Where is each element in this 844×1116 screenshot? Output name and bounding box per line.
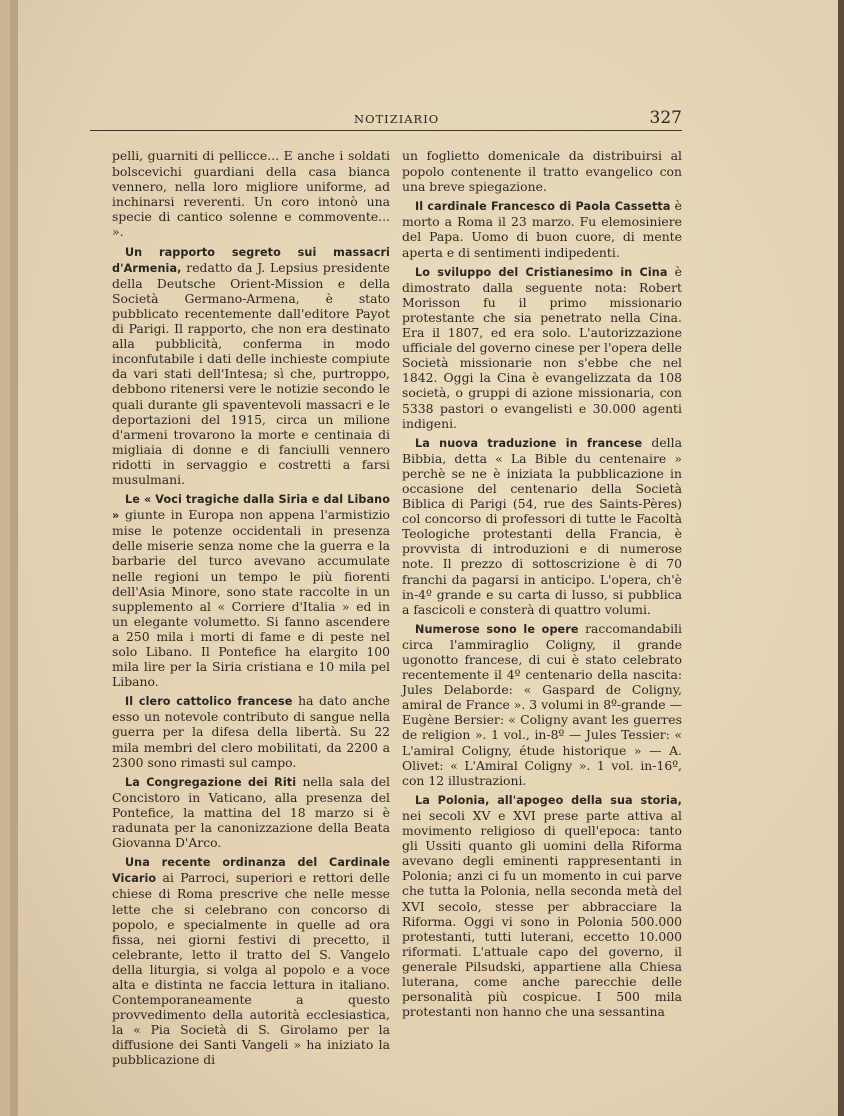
paragraph-text: un foglietto domenicale da distribuirsi al popolo contenente il tratto evangelico con una breve spiegazione. [402, 148, 682, 195]
paragraph [112, 148, 390, 240]
page-header [90, 108, 682, 132]
previous-page-edge [0, 0, 18, 1116]
paragraph-text: della Bibbia, detta « La Bible du centenaire » perchè se ne è iniziata la pubblicazione in occasione del centenario della Società Biblica di Parigi (54, rue des Saints-Pères) col concorso di professori di tutte le Facoltà Teologiche protestanti della Francia, è provvista di introduzioni e di numerose note. Il prezzo di sottoscrizione è di 70 franchi da pagarsi in anticipo. L'opera, ch'è in-4º grande e su carta di lusso, si pubblica a fascicoli e consterà di quattro volumi. [402, 434, 682, 617]
paragraph-text: giunte in Europa non appena l'armistizio mise le potenze occidentali in presenza delle miserie senza nome che la guerra e la barbarie del turco avevano accumulate nelle regioni un tempo le più fiorenti dell'Asia Minore, sono state raccolte in un supplemento al « Corriere d'Italia » ed in un elegante volumetto. Si fanno ascendere a 250 mila i morti di fame e di peste nel solo Libano. Il Pontefice ha elargito 100 mila lire per la Siria cristiana e 10 mila pel Libano. [112, 507, 390, 690]
left-column [112, 148, 390, 1072]
paragraph-lead: La Congregazione dei Riti [125, 775, 297, 789]
running-title: NOTIZIARIO [354, 112, 440, 126]
right-column [402, 148, 682, 1023]
paragraph-text: redatto da J. Lepsius presidente della Deutsche Orient-Mission e della Società Germano-Armena, è stato pubblicato recentemente dall'editore Payot di Parigi. Il rapporto, che non era destinato alla pubblicità, conferma in modo inconfutabile i dati delle inchieste compiute da vari stati dell'Intesa; sì che, purtroppo, debbono ritenersi vere le notizie secondo le quali durante gli spaventevoli massacri e le deportazioni del 1915, circa un milione d'armeni trovarono la morte e centinaia di migliaia di donne e di fanciulli vennero ridotti in servaggio e costretti a farsi musulmani. [112, 259, 390, 487]
paragraph-text: pelli, guarniti di pellicce... E anche i soldati bolscevichi guardiani della casa bianca vennero, nella loro migliore uniforme, ad inchinarsi reverenti. Un coro intonò una specie di cantico solenne e commovente... ». [112, 148, 390, 240]
paragraph-lead: La nuova traduzione in francese [415, 436, 643, 450]
paragraph [402, 792, 682, 1019]
paragraph-text: è dimostrato dalla seguente nota: Robert Morisson fu il primo missionario protestante che sia penetrato nella Cina. Era il 1807, ed era solo. L'autorizzazione ufficiale del governo cinese per l'opera delle Società missionarie non s'ebbe che nel 1842. Oggi la Cina è evangelizzata da 108 società, o gruppi di azione missionaria, con 5338 pastori o evangelisti e 30.000 agenti indigeni. [402, 263, 682, 431]
paragraph-lead: Una recente ordinanza del Cardinale Vicario [112, 856, 390, 886]
paragraph [112, 854, 390, 1067]
paragraph [112, 693, 390, 769]
paragraph-lead: Il clero cattolico francese [125, 695, 293, 709]
paragraph [402, 198, 682, 259]
page-number: 327 [649, 108, 682, 128]
paragraph-text: nei secoli XV e XVI prese parte attiva al movimento religioso di quell'epoca: tanto gli Ussiti quanto gli uomini della Riforma avevano degli eminenti rappresentanti in Polonia; anzi ci fu un momento in cui parve che tutta la Polonia, nella seconda metà del XVI secolo, stesse per abbracciare la Riforma. Oggi vi sono in Polonia 500.000 protestanti, tutti luterani, eccetto 10.000 riformati. L'attuale capo del governo, il generale Pilsudski, appartiene alla Chiesa luterana, come anche parecchie delle personalità più cospicue. I 500 mila protestanti non hanno che una sessantina [402, 807, 682, 1020]
header-rule [90, 130, 682, 131]
paragraph-text: è morto a Roma il 23 marzo. Fu elemosiniere del Papa. Uomo di buon cuore, di mente aperta e di sentimenti indipedenti. [402, 198, 682, 260]
paragraph-lead: Il cardinale Francesco di Paola Cassetta [415, 200, 671, 214]
paragraph [402, 264, 682, 431]
paragraph-lead: Le « Voci tragiche dalla Siria e dal Libano » [112, 493, 390, 523]
paragraph [112, 774, 390, 850]
paragraph [112, 244, 390, 488]
paragraph-text: ha dato anche esso un notevole contributo di sangue nella guerra per la difesa della libertà. Su 22 mila membri del clero mobilitati, da 2200 a 2300 sono rimasti sul campo. [112, 693, 390, 770]
paragraph [402, 621, 682, 788]
paragraph-lead: Un rapporto segreto sui massacri d'Armenia, [112, 245, 390, 275]
paragraph-lead: La Polonia, all'apogeo della sua storia, [415, 793, 682, 807]
paragraph [402, 435, 682, 617]
paragraph-text: raccomandabili circa l'ammiraglio Coligny, il grande ugonotto francese, di cui è stato celebrato recentemente il 4º centenario della nascita: Jules Delaborde: « Gaspard de Coligny, amiral de France ». 3 volumi in 8º-grande — Eugène Bersier: « Coligny avant les guerres de religion ». 1 vol., in-8º — Jules Tessier: « L'amiral Coligny, étude historique » — A. Olivet: « L'Amiral Coligny ». 1 vol. in-16º, con 12 illustrazioni. [402, 620, 682, 788]
paragraph-lead: Numerose sono le opere [415, 622, 579, 636]
paragraph-text: nella sala del Concistoro in Vaticano, alla presenza del Pontefice, la mattina del 18 marzo si è radunata per la canonizzazione della Beata Giovanna D'Arco. [112, 773, 390, 851]
paragraph-lead: Lo sviluppo del Cristianesimo in Cina [415, 265, 668, 279]
paragraph-text: ai Parroci, superiori e rettori delle chiese di Roma prescrive che nelle messe lette che si celebrano con concorso di popolo, e specialmente in quelle ad ora fissa, nei giorni festivi di precetto, il celebrante, letto il tratto del S. Vangelo della liturgia, si volga al popolo e a voce alta e distinta ne faccia lettura in italiano. Contemporaneamente a questo provvedimento della autorità ecclesiastica, la « Pia Società di S. Girolamo per la diffusione dei Santi Vangeli » ha iniziato la pubblicazione di [112, 870, 390, 1068]
paragraph [112, 491, 390, 689]
paragraph [402, 148, 682, 194]
